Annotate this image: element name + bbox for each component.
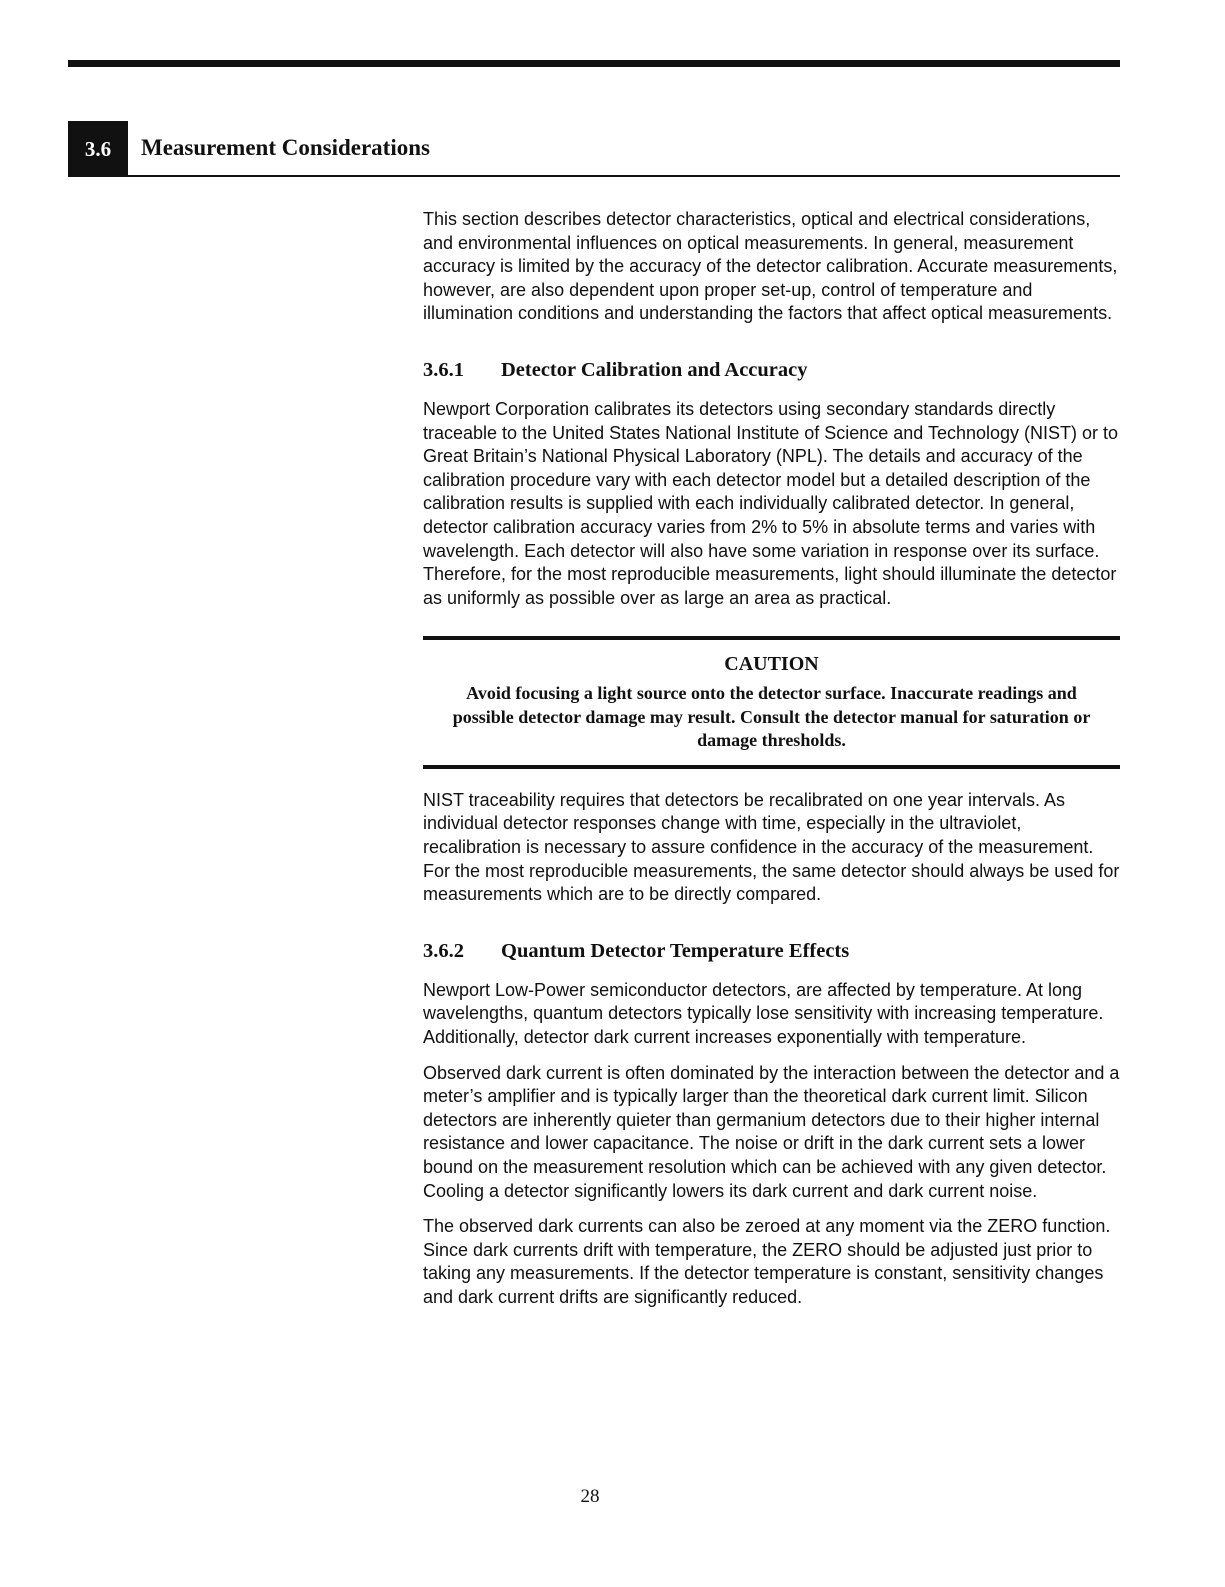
section-title: Measurement Considerations <box>141 135 430 160</box>
dark-current-paragraph: Observed dark current is often dominated by the interaction between the detector and a meter’s amplifier and is typically larger than the theoretical dark current limit. Silicon detectors are inherently quieter than germanium detectors due to their higher internal resistance and lower capacitance. The noise or drift in the dark current sets a lower bound on the measurement resolution which can be achieved with any given detector. Cooling a detector significantly lowers its dark current and dark current noise. <box>423 1062 1120 1201</box>
subsection-number: 3.6.2 <box>423 939 464 962</box>
top-rule <box>68 60 1120 67</box>
subsection-number: 3.6.1 <box>423 358 464 381</box>
caution-text: Avoid focusing a light source onto the detector surface. Inaccurate readings and possible detector damage may result. Consult the detector manual for saturation or damage thresholds. <box>452 683 1091 751</box>
caution-title: CAUTION <box>724 653 819 676</box>
zero-function-paragraph: The observed dark currents can also be zeroed at any moment via the ZERO function. Since dark currents drift with temperature, the ZERO should be adjusted just prior to taking any measurements. If the detector temperature is constant, sensitivity changes and dark current drifts are significantly reduced. <box>423 1216 1111 1307</box>
main-content <box>423 208 1120 1322</box>
subsection-heading-temperature <box>423 937 1120 965</box>
subsection-title: Quantum Detector Temperature Effects <box>501 939 850 962</box>
intro-paragraph: This section describes detector characteristics, optical and electrical considerations, and environmental influences on optical measurements. In general, measurement accuracy is limited by the accuracy of the detector calibration. Accurate measurements, however, are also dependent upon proper set-up, control of temperature and illumination conditions and understanding the factors that affect optical measurements. <box>423 209 1118 324</box>
section-number-badge: 3.6 <box>68 121 128 177</box>
section-header <box>68 121 1120 177</box>
nist-paragraph: NIST traceability requires that detectors be recalibrated on one year intervals. As individual detector responses change with time, especially in the ultraviolet, recalibration is necessary to assure confidence in the accuracy of the measurement. For the most reproducible measurements, the same detector should always be used for measurements which are to be directly compared. <box>423 789 1120 905</box>
temperature-paragraph: Newport Low-Power semiconductor detectors, are affected by temperature. At long wavelengths, quantum detectors typically lose sensitivity with increasing temperature. Additionally, detector dark current increases exponentially with temperature. <box>423 979 1104 1047</box>
subsection-heading-calibration <box>423 356 1120 384</box>
subsection-title: Detector Calibration and Accuracy <box>501 358 808 381</box>
caution-box <box>423 636 1120 769</box>
page-number: 28 <box>580 1486 600 1507</box>
calibration-paragraph: Newport Corporation calibrates its detectors using secondary standards directly traceable to the United States National Institute of Science and Technology (NIST) or to Great Britain’s National Physical Laboratory (NPL). The details and accuracy of the calibration procedure vary with each detector model but a detailed description of the calibration results is supplied with each individually calibrated detector. In general, detector calibration accuracy varies from 2% to 5% in absolute terms and varies with wavelength. Each detector will also have some variation in response over its surface. Therefore, for the most reproducible measurements, light should illuminate the detector as uniformly as possible over as large an area as practical. <box>423 398 1119 608</box>
